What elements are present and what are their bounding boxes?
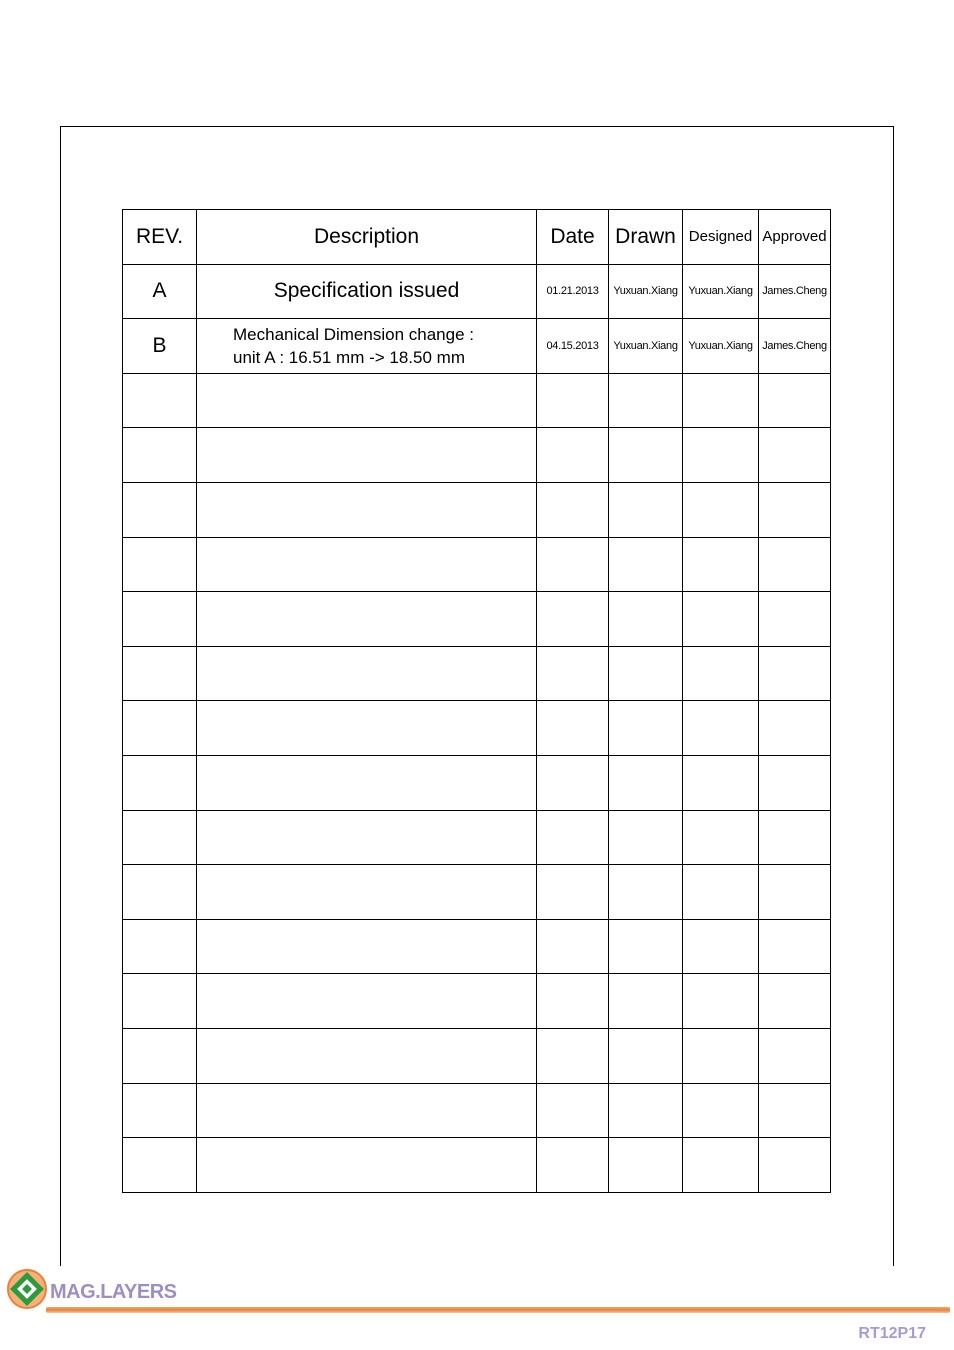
empty-cell — [537, 865, 609, 920]
empty-cell — [197, 1028, 537, 1083]
empty-cell — [609, 482, 683, 537]
empty-cell — [609, 865, 683, 920]
empty-cell — [537, 755, 609, 810]
empty-cell — [123, 646, 197, 701]
empty-cell — [609, 1028, 683, 1083]
empty-cell — [683, 865, 759, 920]
designed-cell: Yuxuan.Xiang — [683, 319, 759, 374]
empty-cell — [759, 373, 831, 428]
table-row — [123, 264, 831, 319]
empty-table-row — [123, 1138, 831, 1193]
maglayers-logo-icon — [6, 1268, 48, 1310]
brand-name: MAG.LAYERS — [50, 1281, 177, 1303]
empty-cell — [759, 537, 831, 592]
empty-cell — [123, 1083, 197, 1138]
rev-cell: A — [123, 264, 197, 319]
empty-cell — [609, 919, 683, 974]
empty-cell — [197, 537, 537, 592]
empty-cell — [537, 701, 609, 756]
empty-cell — [537, 592, 609, 647]
description-line: unit A : 16.51 mm -> 18.50 mm — [233, 347, 465, 367]
empty-cell — [123, 537, 197, 592]
empty-cell — [537, 1083, 609, 1138]
empty-cell — [123, 1138, 197, 1193]
empty-cell — [123, 1028, 197, 1083]
empty-cell — [683, 974, 759, 1029]
empty-table-row — [123, 974, 831, 1029]
empty-cell — [683, 810, 759, 865]
empty-cell — [683, 482, 759, 537]
empty-cell — [683, 701, 759, 756]
empty-cell — [123, 810, 197, 865]
empty-cell — [759, 428, 831, 483]
empty-cell — [683, 592, 759, 647]
approved-cell: James.Cheng — [759, 264, 831, 319]
empty-cell — [537, 974, 609, 1029]
empty-cell — [609, 1083, 683, 1138]
empty-table-row — [123, 919, 831, 974]
empty-table-row — [123, 1028, 831, 1083]
empty-cell — [537, 428, 609, 483]
empty-table-row — [123, 646, 831, 701]
document-code: RT12P17 — [858, 1325, 926, 1342]
empty-table-row — [123, 373, 831, 428]
empty-cell — [759, 1028, 831, 1083]
empty-cell — [123, 428, 197, 483]
empty-cell — [683, 537, 759, 592]
approved-cell: James.Cheng — [759, 319, 831, 374]
date-cell: 01.21.2013 — [537, 264, 609, 319]
empty-cell — [123, 755, 197, 810]
empty-cell — [537, 482, 609, 537]
rev-cell: B — [123, 319, 197, 374]
empty-cell — [759, 592, 831, 647]
empty-cell — [537, 1028, 609, 1083]
empty-cell — [197, 373, 537, 428]
empty-cell — [683, 1138, 759, 1193]
empty-cell — [197, 482, 537, 537]
header-date: Date — [537, 210, 609, 265]
table-row — [123, 319, 831, 374]
empty-cell — [197, 755, 537, 810]
empty-table-row — [123, 482, 831, 537]
empty-cell — [759, 482, 831, 537]
header-description: Description — [197, 210, 537, 265]
empty-cell — [197, 701, 537, 756]
empty-cell — [683, 373, 759, 428]
empty-cell — [609, 974, 683, 1029]
empty-cell — [683, 646, 759, 701]
empty-cell — [759, 755, 831, 810]
empty-cell — [759, 810, 831, 865]
empty-cell — [197, 974, 537, 1029]
empty-cell — [123, 592, 197, 647]
empty-cell — [197, 865, 537, 920]
empty-cell — [197, 1138, 537, 1193]
empty-cell — [609, 1138, 683, 1193]
empty-cell — [759, 974, 831, 1029]
empty-cell — [759, 701, 831, 756]
drawn-cell: Yuxuan.Xiang — [609, 264, 683, 319]
empty-cell — [683, 1028, 759, 1083]
description-cell: Specification issued — [197, 264, 537, 319]
drawn-cell: Yuxuan.Xiang — [609, 319, 683, 374]
empty-table-row — [123, 865, 831, 920]
empty-table-row — [123, 592, 831, 647]
empty-cell — [609, 755, 683, 810]
footer-accent-line — [46, 1307, 950, 1313]
empty-cell — [537, 646, 609, 701]
empty-cell — [123, 701, 197, 756]
empty-cell — [609, 428, 683, 483]
empty-cell — [609, 646, 683, 701]
empty-cell — [197, 919, 537, 974]
header-drawn: Drawn — [609, 210, 683, 265]
empty-cell — [197, 810, 537, 865]
empty-cell — [197, 1083, 537, 1138]
empty-cell — [123, 919, 197, 974]
empty-cell — [609, 592, 683, 647]
empty-cell — [123, 482, 197, 537]
empty-cell — [197, 592, 537, 647]
empty-table-row — [123, 1083, 831, 1138]
empty-cell — [123, 865, 197, 920]
empty-cell — [759, 1083, 831, 1138]
empty-cell — [759, 646, 831, 701]
designed-cell: Yuxuan.Xiang — [683, 264, 759, 319]
description-line: Mechanical Dimension change : — [233, 324, 474, 344]
empty-cell — [123, 974, 197, 1029]
header-rev: REV. — [123, 210, 197, 265]
empty-cell — [609, 373, 683, 428]
empty-cell — [537, 919, 609, 974]
description-cell — [197, 319, 537, 374]
revision-table — [122, 209, 831, 1193]
empty-cell — [683, 919, 759, 974]
empty-table-row — [123, 810, 831, 865]
empty-cell — [683, 428, 759, 483]
empty-cell — [759, 919, 831, 974]
empty-table-row — [123, 537, 831, 592]
header-designed: Designed — [683, 210, 759, 265]
header-approved: Approved — [759, 210, 831, 265]
empty-cell — [197, 646, 537, 701]
empty-cell — [537, 373, 609, 428]
empty-cell — [537, 537, 609, 592]
empty-cell — [123, 373, 197, 428]
empty-cell — [537, 810, 609, 865]
empty-table-row — [123, 428, 831, 483]
empty-table-row — [123, 755, 831, 810]
empty-cell — [609, 537, 683, 592]
empty-cell — [683, 1083, 759, 1138]
empty-table-row — [123, 701, 831, 756]
empty-cell — [759, 1138, 831, 1193]
empty-cell — [197, 428, 537, 483]
empty-cell — [537, 1138, 609, 1193]
header-row — [123, 210, 831, 265]
date-cell: 04.15.2013 — [537, 319, 609, 374]
empty-cell — [683, 755, 759, 810]
empty-cell — [759, 865, 831, 920]
empty-cell — [609, 810, 683, 865]
empty-cell — [609, 701, 683, 756]
